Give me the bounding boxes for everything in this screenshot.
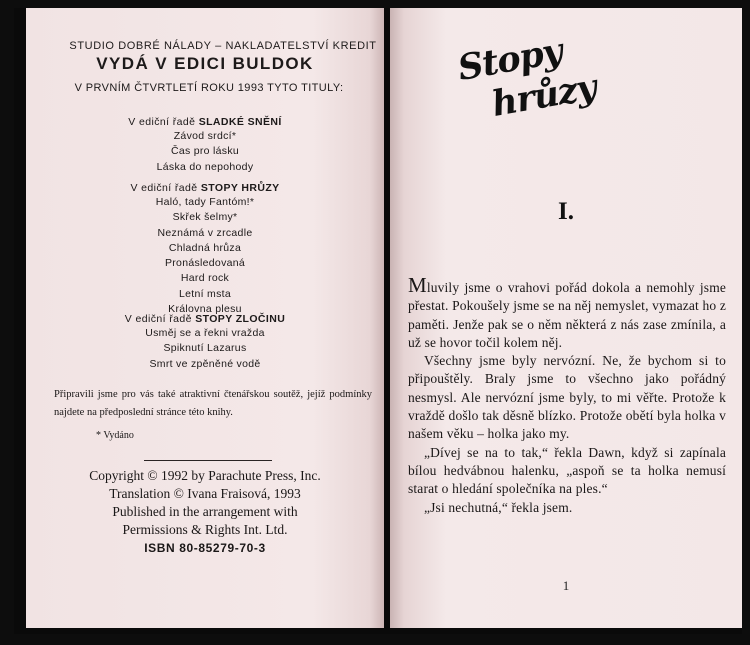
series-name: STOPY ZLOČINU xyxy=(195,313,286,325)
series-name: STOPY HRŮZY xyxy=(200,182,280,194)
paragraph-text: luvily jsme o vrahovi pořád dokola a nemohly jsme přestat. Pokoušely jsme se na něj nemyslet, vymazat ho z paměti. Jenže pak se o něm některá z nás zase zmínila, a už se hovor točil kolem něj. xyxy=(408,280,726,350)
paragraph: Všechny jsme byly nervózní. Ne, že bychom si to připouštěly. Braly jsme to všechno jako pořádný nesmysl. Ale nervózní jsme byly, to mi věřte. Protože k vraždě došlo tak děsně blízko. Protože obětí byla holka v našem věku – holka jako my. xyxy=(408,353,726,442)
series-heading xyxy=(26,313,384,325)
book-title: Závod srdcí* xyxy=(173,130,237,142)
series-block-stopy-zlocinu xyxy=(26,313,384,372)
quarter-line: V PRVNÍM ČTVRTLETÍ ROKU 1993 TYTO TITULY: xyxy=(74,82,344,94)
series-prefix: V ediční řadě xyxy=(124,313,192,325)
page-number: 1 xyxy=(562,578,570,593)
paragraph xyxy=(408,273,726,352)
copyright-line: Copyright © 1992 by Parachute Press, Inc. xyxy=(89,468,321,483)
publisher-line: STUDIO DOBRÉ NÁLADY – NAKLADATELSTVÍ KREDIT xyxy=(69,40,377,52)
chapter-number: I. xyxy=(558,198,574,225)
drop-cap: M xyxy=(408,273,427,297)
series-prefix: V ediční řadě xyxy=(130,182,198,194)
paragraph: „Dívej se na to tak,“ řekla Dawn, když si zapínala bílou hedvábnou halenku, „aspoň se ta holka nemusí starat o hledání společníka na ples.“ xyxy=(408,444,726,497)
contest-notice: Připravili jsme pro vás také atraktivní čtenářskou soutěž, jejíž podmínky najdete na předposlední stránce této knihy. xyxy=(54,389,372,418)
footnote-published: * Vydáno xyxy=(96,430,134,441)
logo-line-2: hrůzy xyxy=(488,66,599,125)
book-title: Čas pro lásku xyxy=(170,145,240,158)
book-title: Hard rock xyxy=(180,272,230,285)
published-line: Published in the arrangement with xyxy=(112,504,298,519)
series-heading xyxy=(26,116,384,128)
isbn-line: ISBN 80-85279-70-3 xyxy=(144,541,266,555)
book-title: Láska do nepohody xyxy=(156,160,254,173)
series-block-sladke-sneni xyxy=(26,116,384,175)
series-prefix: V ediční řadě xyxy=(128,116,196,128)
logo-line-1: Stopy xyxy=(454,30,566,89)
paragraph: „Jsi nechutná,“ řekla jsem. xyxy=(424,499,573,515)
book-title: Usměj se a řekni vražda xyxy=(145,327,265,339)
chapter-text xyxy=(408,273,726,517)
permissions-line: Permissions & Rights Int. Ltd. xyxy=(122,522,288,537)
book-title: Smrt ve zpěněné vodě xyxy=(149,357,261,370)
translation-line: Translation © Ivana Fraisová, 1993 xyxy=(109,486,301,501)
book-title: Skřek šelmy* xyxy=(172,211,238,224)
series-heading xyxy=(26,182,384,194)
series-block-stopy-hruzy xyxy=(26,182,384,317)
book-title: Haló, tady Fantóm!* xyxy=(155,196,255,208)
right-page xyxy=(390,8,742,628)
headline: VYDÁ V EDICI BULDOK xyxy=(96,54,314,73)
left-page xyxy=(26,8,384,628)
book-title: Královna plesu xyxy=(168,303,242,316)
credits-block xyxy=(26,467,384,557)
series-name: SLADKÉ SNĚNÍ xyxy=(198,116,282,128)
book-title: Neznámá v zrcadle xyxy=(157,226,253,239)
book-title: Letní msta xyxy=(178,287,232,300)
book-title: Spiknutí Lazarus xyxy=(163,342,247,355)
book-title: Pronásledovaná xyxy=(164,257,246,270)
divider-rule xyxy=(144,460,272,461)
book-title: Chladná hrůza xyxy=(168,241,242,254)
open-book xyxy=(14,8,742,634)
